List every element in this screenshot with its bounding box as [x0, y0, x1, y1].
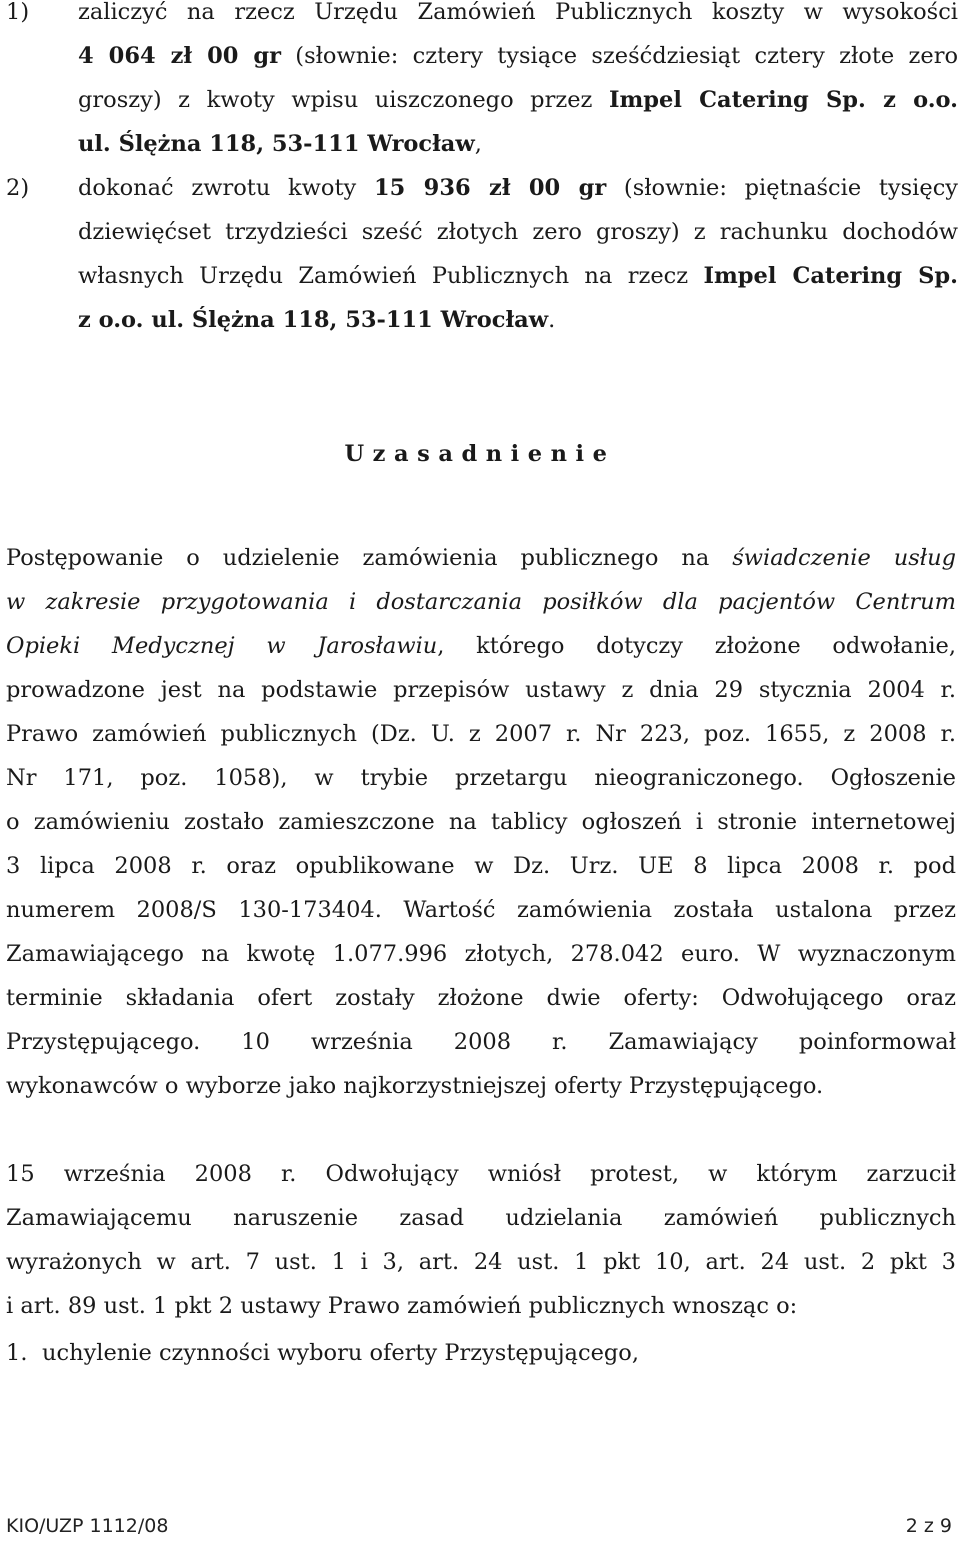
fee-amount: 4 064 zł 00 gr [78, 43, 281, 69]
company-name: Impel Catering Sp. [703, 263, 958, 289]
item-1-line-4: ul. Ślężna 118, 53-111 Wrocław, [78, 131, 482, 157]
paragraph-1-line-13: wykonawców o wyborze jako najkorzystniejszej oferty Przystępującego. [6, 1073, 824, 1099]
paragraph-1-line-9: numerem 2008/S 130-173404. Wartość zamówienia została ustalona przez [6, 897, 956, 923]
paragraph-1-line-7: o zamówieniu zostało zamieszczone na tablicy ogłoszeń i stronie internetowej [6, 809, 956, 835]
item-2-line-4: z o.o. ul. Ślężna 118, 53-111 Wrocław. [78, 307, 556, 333]
paragraph-1-line-6: Nr 171, poz. 1058), w trybie przetargu nieograniczonego. Ogłoszenie [6, 765, 956, 791]
footer-case-number: KIO/UZP 1112/08 [6, 1515, 169, 1537]
item-1-line-3: groszy) z kwoty wpisu uiszczonego przez Impel Catering Sp. z o.o. [78, 87, 958, 113]
paragraph-1-line-3: Opieki Medycznej w Jarosławiu, którego dotyczy złożone odwołanie, [6, 633, 956, 659]
paragraph-1-line-12: Przystępującego. 10 września 2008 r. Zamawiający poinformował [6, 1029, 956, 1055]
item-1-number: 1) [6, 0, 30, 25]
paragraph-2-line-1: 15 września 2008 r. Odwołujący wniósł protest, w którym zarzucił [6, 1161, 956, 1187]
paragraph-2-line-2: Zamawiającemu naruszenie zasad udzielania zamówień publicznych [6, 1205, 956, 1231]
item-2-line-2: dziewięćset trzydzieści sześć złotych zero groszy) z rachunku dochodów [78, 219, 958, 245]
footer-page-number: 2 z 9 [905, 1515, 952, 1537]
section-heading: Uzasadnienie [344, 441, 616, 467]
paragraph-1-line-10: Zamawiającego na kwotę 1.077.996 złotych, 278.042 euro. W wyznaczonym [6, 941, 956, 967]
paragraph-1-line-4: prowadzone jest na podstawie przepisów ustawy z dnia 29 stycznia 2004 r. [6, 677, 956, 703]
item-2-number: 2) [6, 175, 30, 201]
item-1-line-1: zaliczyć na rzecz Urzędu Zamówień Publicznych koszty w wysokości [78, 0, 958, 25]
item-2-line-3: własnych Urzędu Zamówień Publicznych na rzecz Impel Catering Sp. [78, 263, 958, 289]
item-2-line-1: dokonać zwrotu kwoty 15 936 zł 00 gr (słownie: piętnaście tysięcy [78, 175, 958, 201]
paragraph-1-line-1: Postępowanie o udzielenie zamówienia publicznego na świadczenie usług [6, 545, 956, 571]
company-name: Impel Catering Sp. z o.o. [608, 87, 958, 113]
refund-amount: 15 936 zł 00 gr [373, 175, 607, 201]
paragraph-1-line-5: Prawo zamówień publicznych (Dz. U. z 2007 r. Nr 223, poz. 1655, z 2008 r. [6, 721, 956, 747]
paragraph-1-line-8: 3 lipca 2008 r. oraz opublikowane w Dz. Urz. UE 8 lipca 2008 r. pod [6, 853, 956, 879]
paragraph-2-line-4: i art. 89 ust. 1 pkt 2 ustawy Prawo zamówień publicznych wnosząc o: [6, 1293, 798, 1319]
paragraph-2-line-3: wyrażonych w art. 7 ust. 1 i 3, art. 24 ust. 1 pkt 10, art. 24 ust. 2 pkt 3 [6, 1249, 956, 1275]
request-1-text: uchylenie czynności wyboru oferty Przystępującego, [42, 1340, 639, 1366]
item-1-line-2: 4 064 zł 00 gr (słownie: cztery tysiące sześćdziesiąt cztery złote zero [78, 43, 958, 69]
company-address: ul. Ślężna 118, 53-111 Wrocław [78, 131, 475, 157]
company-address: z o.o. ul. Ślężna 118, 53-111 Wrocław [78, 307, 549, 333]
paragraph-1-line-2: w zakresie przygotowania i dostarczania posiłków dla pacjentów Centrum [6, 589, 956, 615]
request-1-number: 1. [6, 1340, 28, 1366]
paragraph-1-line-11: terminie składania ofert zostały złożone dwie oferty: Odwołującego oraz [6, 985, 956, 1011]
